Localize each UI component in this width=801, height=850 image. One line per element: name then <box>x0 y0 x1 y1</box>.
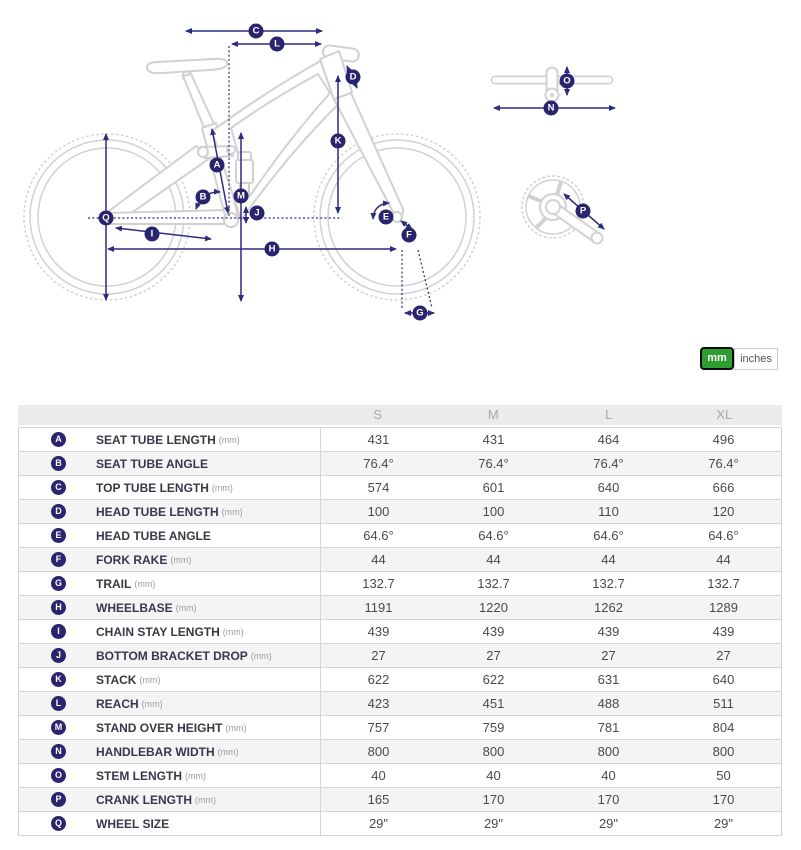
row-label-cell <box>19 452 321 475</box>
row-unit: (mm) <box>139 674 161 685</box>
value-cell-b-l: 76.4° <box>593 456 624 471</box>
row-badge-i: I <box>51 624 66 639</box>
row-name: CHAIN STAY LENGTH <box>96 624 220 639</box>
value-cell-a-xl: 496 <box>712 432 735 447</box>
callout-p: P <box>576 204 591 219</box>
row-label-cell <box>19 788 321 811</box>
value-cell-m-l: 781 <box>597 720 620 735</box>
callout-m: M <box>234 189 249 204</box>
row-name: BOTTOM BRACKET DROP <box>96 648 248 663</box>
row-unit: (mm) <box>175 602 197 613</box>
table-row-a <box>19 428 781 451</box>
row-label-cell <box>19 668 321 691</box>
table-header-row <box>18 405 782 425</box>
value-cell-c-l: 640 <box>597 480 620 495</box>
row-badge-c: C <box>51 480 66 495</box>
row-badge-j: J <box>51 648 66 663</box>
value-cell-q-s: 29" <box>368 816 389 831</box>
row-name: SEAT TUBE LENGTH <box>96 432 216 447</box>
row-badge-a: A <box>51 432 66 447</box>
value-cell-j-s: 27 <box>371 648 386 663</box>
row-unit: (mm) <box>222 626 244 637</box>
row-badge-g: G <box>51 576 66 591</box>
row-badge-k: K <box>51 672 66 687</box>
handlebar-diagram-icon <box>495 73 609 102</box>
value-cell-h-xl: 1289 <box>709 600 738 615</box>
row-name: CRANK LENGTH <box>96 792 192 807</box>
row-unit: (mm) <box>134 578 156 589</box>
callout-l: L <box>270 37 285 52</box>
unit-toggle <box>700 347 778 370</box>
table-row-f <box>19 547 781 571</box>
value-cell-d-l: 110 <box>598 504 619 519</box>
value-cell-k-m: 622 <box>482 672 505 687</box>
row-label-cell <box>19 740 321 763</box>
row-unit: (mm) <box>170 554 192 565</box>
value-cell-i-xl: 439 <box>712 624 735 639</box>
row-label-cell <box>19 692 321 715</box>
row-badge-q: Q <box>51 816 66 831</box>
callout-d: D <box>346 70 361 85</box>
value-cell-a-m: 431 <box>482 432 505 447</box>
row-name: STAND OVER HEIGHT <box>96 720 223 735</box>
row-name: REACH <box>96 696 139 711</box>
size-column-header-m: M <box>487 407 499 422</box>
row-label-cell <box>19 524 321 547</box>
value-cell-j-m: 27 <box>486 648 501 663</box>
callout-k: K <box>331 134 346 149</box>
row-unit: (mm) <box>185 770 206 781</box>
value-cell-o-s: 40 <box>371 768 386 783</box>
row-badge-f: F <box>51 552 66 567</box>
row-badge-l: L <box>51 696 66 711</box>
row-badge-h: H <box>51 600 66 615</box>
inches-button[interactable]: inches <box>734 348 778 370</box>
row-name: STACK <box>96 672 137 687</box>
row-badge-n: N <box>51 744 66 759</box>
value-cell-q-m: 29" <box>483 816 504 831</box>
row-badge-p: P <box>51 792 66 807</box>
row-label-cell <box>19 428 321 451</box>
table-row-n <box>19 739 781 763</box>
value-cell-f-m: 44 <box>486 552 501 567</box>
value-cell-o-l: 40 <box>601 768 616 783</box>
bike-diagram-svg <box>0 0 801 340</box>
callout-o: O <box>560 74 575 89</box>
value-cell-h-s: 1191 <box>364 600 393 615</box>
table-row-k <box>19 667 781 691</box>
row-name: FORK RAKE <box>96 552 168 567</box>
row-name: WHEEL SIZE <box>96 816 170 831</box>
table-row-c <box>19 475 781 499</box>
value-cell-b-s: 76.4° <box>363 456 394 471</box>
value-cell-e-xl: 64.6° <box>708 528 739 543</box>
value-cell-e-s: 64.6° <box>363 528 394 543</box>
value-cell-l-xl: 511 <box>713 696 734 711</box>
value-cell-n-s: 800 <box>367 744 390 759</box>
value-cell-h-m: 1220 <box>479 600 508 615</box>
value-cell-e-l: 64.6° <box>593 528 624 543</box>
callout-q: Q <box>99 211 114 226</box>
callout-j: J <box>250 206 265 221</box>
row-unit: (mm) <box>211 482 233 493</box>
value-cell-o-xl: 50 <box>716 768 731 783</box>
value-cell-n-l: 800 <box>597 744 620 759</box>
row-unit: (mm) <box>218 434 240 445</box>
table-row-i <box>19 619 781 643</box>
value-cell-k-l: 631 <box>597 672 620 687</box>
value-cell-h-l: 1262 <box>594 600 623 615</box>
row-name: STEM LENGTH <box>96 768 182 783</box>
value-cell-l-m: 451 <box>482 696 505 711</box>
callout-c: C <box>249 24 264 39</box>
value-cell-k-xl: 640 <box>712 672 735 687</box>
value-cell-g-s: 132.7 <box>362 576 395 591</box>
row-label-cell <box>19 548 321 571</box>
row-label-cell <box>19 644 321 667</box>
row-name: HEAD TUBE LENGTH <box>96 504 219 519</box>
value-cell-f-xl: 44 <box>716 552 731 567</box>
row-unit: (mm) <box>217 746 239 757</box>
value-cell-g-m: 132.7 <box>477 576 510 591</box>
table-row-e <box>19 523 781 547</box>
value-cell-g-xl: 132.7 <box>707 576 740 591</box>
geometry-diagram <box>0 0 801 340</box>
table-row-d <box>19 499 781 523</box>
value-cell-j-l: 27 <box>601 648 616 663</box>
value-cell-c-xl: 666 <box>712 480 735 495</box>
value-cell-k-s: 622 <box>367 672 390 687</box>
table-body <box>18 427 782 836</box>
value-cell-e-m: 64.6° <box>478 528 509 543</box>
value-cell-m-xl: 804 <box>712 720 735 735</box>
mm-button[interactable]: mm <box>700 347 734 370</box>
table-row-g <box>19 571 781 595</box>
table-row-j <box>19 643 781 667</box>
header-label-spacer <box>18 405 320 425</box>
table-row-l <box>19 691 781 715</box>
value-cell-p-m: 170 <box>482 792 505 807</box>
value-cell-q-xl: 29" <box>713 816 734 831</box>
size-column-header-s: S <box>373 407 383 422</box>
value-cell-d-m: 100 <box>482 504 505 519</box>
value-cell-a-s: 431 <box>367 432 390 447</box>
row-label-cell <box>19 716 321 739</box>
row-badge-b: B <box>51 456 66 471</box>
row-name: HANDLEBAR WIDTH <box>96 744 215 759</box>
row-label-cell <box>19 764 321 787</box>
row-unit: (mm) <box>225 722 247 733</box>
table-row-h <box>19 595 781 619</box>
row-label-cell <box>19 500 321 523</box>
table-row-m <box>19 715 781 739</box>
value-cell-i-m: 439 <box>482 624 505 639</box>
table-row-o <box>19 763 781 787</box>
value-cell-j-xl: 27 <box>716 648 731 663</box>
row-label-cell <box>19 620 321 643</box>
value-cell-d-s: 100 <box>367 504 390 519</box>
row-label-cell <box>19 812 321 835</box>
value-cell-m-m: 759 <box>482 720 505 735</box>
row-name: TOP TUBE LENGTH <box>96 480 209 495</box>
table-row-b <box>19 451 781 475</box>
callout-n: N <box>544 101 559 116</box>
callout-g: G <box>413 306 428 321</box>
value-cell-n-m: 800 <box>482 744 505 759</box>
row-name: WHEELBASE <box>96 600 173 615</box>
callout-e: E <box>379 210 394 225</box>
value-cell-g-l: 132.7 <box>592 576 625 591</box>
value-cell-q-l: 29" <box>598 816 619 831</box>
row-badge-m: M <box>51 720 66 735</box>
row-unit: (mm) <box>250 650 272 661</box>
table-row-p <box>19 787 781 811</box>
value-cell-o-m: 40 <box>486 768 501 783</box>
value-cell-b-xl: 76.4° <box>708 456 739 471</box>
row-name: HEAD TUBE ANGLE <box>96 528 211 543</box>
row-label-cell <box>19 476 321 499</box>
value-cell-f-s: 44 <box>371 552 386 567</box>
row-name: SEAT TUBE ANGLE <box>96 456 209 471</box>
value-cell-c-m: 601 <box>482 480 505 495</box>
size-column-header-xl: XL <box>716 407 733 422</box>
value-cell-p-s: 165 <box>367 792 390 807</box>
geometry-table <box>18 405 782 836</box>
row-badge-o: O <box>51 768 66 783</box>
value-cell-n-xl: 800 <box>712 744 735 759</box>
size-column-header-l: L <box>605 407 613 422</box>
value-cell-a-l: 464 <box>597 432 620 447</box>
callout-i: I <box>145 227 160 242</box>
row-badge-e: E <box>51 528 66 543</box>
row-name: TRAIL <box>96 576 132 591</box>
value-cell-d-xl: 120 <box>712 504 735 519</box>
row-label-cell <box>19 572 321 595</box>
value-cell-l-s: 423 <box>367 696 390 711</box>
table-row-q <box>19 811 781 835</box>
row-badge-d: D <box>51 504 66 519</box>
value-cell-p-l: 170 <box>597 792 620 807</box>
value-cell-l-l: 488 <box>597 696 620 711</box>
row-unit: (mm) <box>141 698 163 709</box>
value-cell-p-xl: 170 <box>712 792 735 807</box>
value-cell-i-l: 439 <box>597 624 620 639</box>
row-label-cell <box>19 596 321 619</box>
value-cell-m-s: 757 <box>367 720 390 735</box>
callout-h: H <box>265 242 280 257</box>
callout-a: A <box>210 158 225 173</box>
row-unit: (mm) <box>221 506 243 517</box>
value-cell-i-s: 439 <box>367 624 390 639</box>
value-cell-c-s: 574 <box>367 480 390 495</box>
row-unit: (mm) <box>195 794 216 805</box>
callout-f: F <box>402 228 417 243</box>
value-cell-b-m: 76.4° <box>478 456 509 471</box>
callout-b: B <box>196 190 211 205</box>
value-cell-f-l: 44 <box>601 552 616 567</box>
